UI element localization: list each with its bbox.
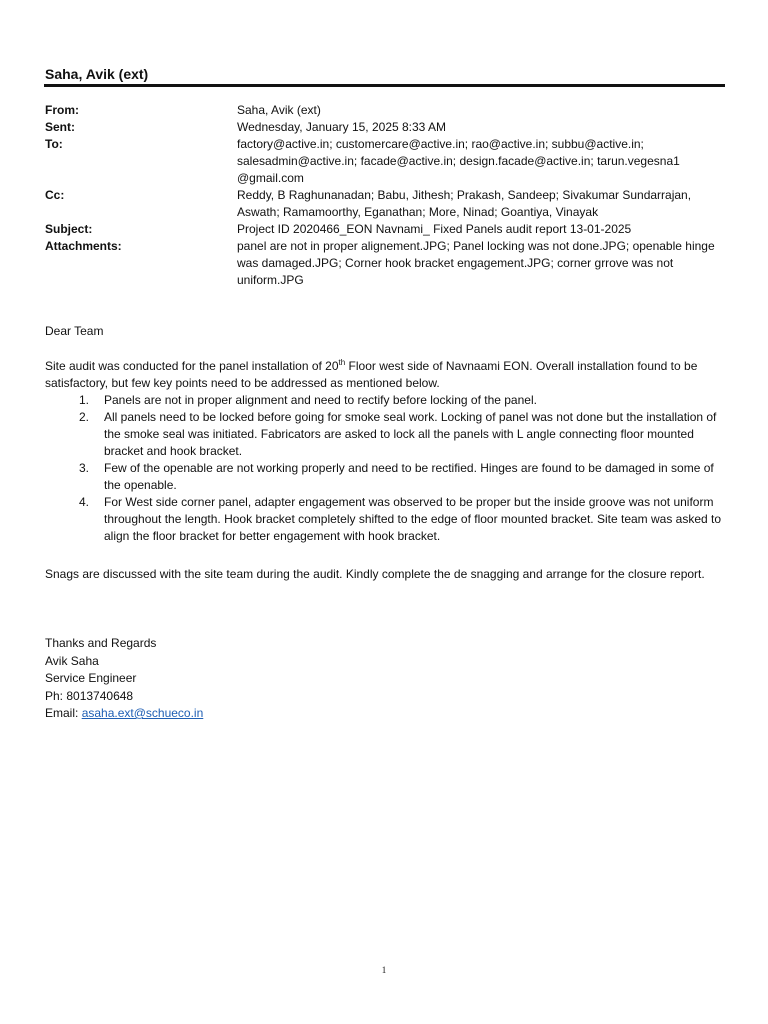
list-item-text: For West side corner panel, adapter engagement was observed to be proper but the inside groove was not uniform throughout the length. Hook bracket completely shifted to the edge of floor mounted bracket. Site team was asked to align the floor bracket for better engagement with hook bracket.: [104, 495, 722, 543]
attachments-label: Attachments:: [45, 239, 122, 253]
list-item-number: 3.: [78, 461, 89, 475]
cc-label: Cc:: [45, 188, 65, 202]
list-item: [45, 494, 725, 545]
subject-value: Project ID 2020466_EON Navnami_ Fixed Panels audit report 13-01-2025: [237, 222, 632, 236]
closing-paragraph: Snags are discussed with the site team during the audit. Kindly complete the de snagging and arrange for the closure report.: [45, 567, 705, 581]
list-item-text: Few of the openable are not working properly and need to be rectified. Hinges are found to be damaged in some of the openable.: [104, 461, 714, 492]
attachments-value: panel are not in proper alignement.JPG; Panel locking was not done.JPG; openable hinge was damaged.JPG; Corner hook bracket engagement.JPG; corner grrove was not uniform.JPG: [237, 239, 715, 287]
signature-name: Avik Saha: [45, 653, 99, 668]
attachments-row: [45, 238, 725, 289]
to-value: factory@active.in; customercare@active.in; rao@active.in; subbu@active.in; salesadmin@active.in; facade@active.in; design.facade@active.in; tarun.vegesna1 @gmail.com: [237, 137, 680, 185]
sent-label: Sent:: [45, 120, 75, 134]
cc-row: [45, 187, 725, 221]
page-number: 1: [381, 965, 387, 975]
signature-block: [45, 635, 203, 723]
list-item-text: All panels need to be locked before going for smoke seal work. Locking of panel was not done but the installation of the smoke seal was initiated. Fabricators are asked to lock all the panels with L angle connecting floor mounted bracket and hook bracket.: [104, 410, 717, 458]
signature-email-line: [45, 705, 203, 723]
list-item-number: 4.: [78, 495, 89, 509]
cc-value: Reddy, B Raghunanadan; Babu, Jithesh; Prakash, Sandeep; Sivakumar Sundarrajan, Aswath; Ramamoorthy, Eganathan; More, Ninad; Goantiya, Vinayak: [237, 188, 692, 219]
signature-email-label: Email:: [45, 706, 82, 720]
sent-value: Wednesday, January 15, 2025 8:33 AM: [237, 120, 447, 134]
intro-paragraph: [45, 358, 725, 392]
list-item: [45, 392, 725, 409]
from-value: Saha, Avik (ext): [237, 103, 321, 117]
list-item: [45, 409, 725, 460]
subject-label: Subject:: [45, 222, 93, 236]
document-title: Saha, Avik (ext): [45, 66, 149, 82]
intro-text-end: Floor west side of Navnaami EON. Overall installation found to be satisfactory, but few key points need to be addressed as mentioned below.: [45, 359, 698, 390]
key-points-list: [45, 392, 725, 545]
greeting: Dear Team: [45, 324, 104, 338]
subject-row: [45, 221, 725, 238]
signature-phone: Ph: 8013740648: [45, 688, 134, 703]
sent-row: [45, 119, 725, 136]
email-header-fields: [45, 102, 725, 289]
from-row: [45, 102, 725, 119]
to-label: To:: [45, 137, 63, 151]
list-item-number: 2.: [78, 410, 89, 424]
intro-text-start: Site audit was conducted for the panel installation of 20: [45, 359, 339, 373]
signature-role: Service Engineer: [45, 671, 137, 685]
list-item-text: Panels are not in proper alignment and need to rectify before locking of the panel.: [104, 393, 537, 407]
signature-closing: Thanks and Regards: [45, 636, 157, 650]
title-divider: [44, 84, 725, 87]
list-item-number: 1.: [78, 393, 89, 407]
list-item: [45, 460, 725, 494]
email-link[interactable]: asaha.ext@schueco.in: [81, 706, 204, 720]
intro-superscript: th: [338, 358, 346, 367]
from-label: From:: [45, 103, 79, 117]
to-row: [45, 136, 725, 187]
